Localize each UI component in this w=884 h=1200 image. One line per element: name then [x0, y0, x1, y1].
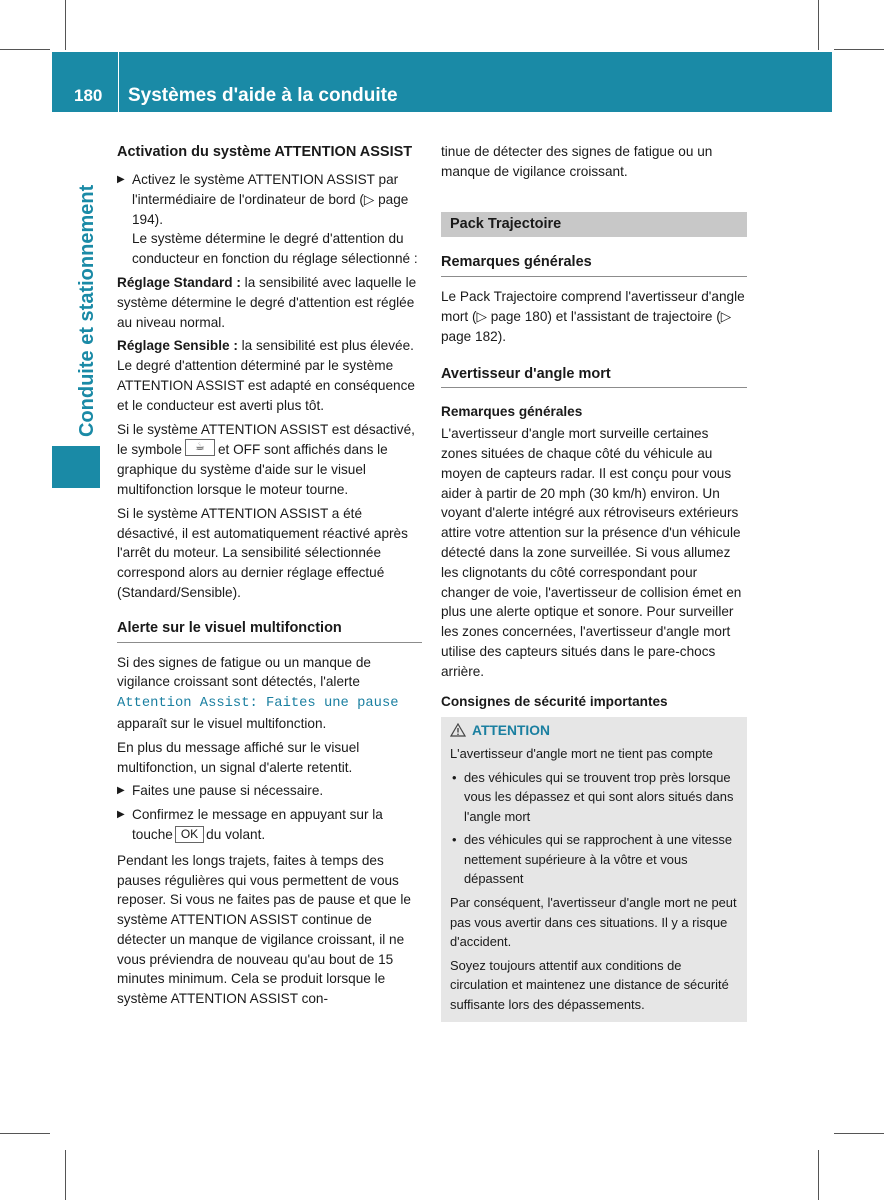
setting-text: la sensibilité avec laquelle le système détermine le degré d'attention est réglée au niveau normal. [117, 274, 417, 330]
coffee-cup-icon: ☕ [185, 439, 215, 456]
subheading: Consignes de sécurité importantes [441, 693, 668, 709]
paragraph [117, 420, 422, 500]
step-text: Confirmez le message en appuyant sur la touche [132, 807, 383, 842]
crop-mark [0, 1133, 50, 1134]
section-heading: Avertisseur d'angle mort [441, 365, 747, 389]
ok-key: OK [175, 826, 204, 843]
crop-mark [834, 49, 884, 50]
warning-header [450, 721, 738, 741]
setting-label: Réglage Sensible : [117, 338, 238, 354]
section-heading: Activation du système ATTENTION ASSIST [117, 144, 413, 160]
chapter-title: Systèmes d'aide à la conduite [128, 85, 398, 106]
list-item-text: des véhicules qui se rapprochent à une vitesse nettement supérieure à la vôtre et vous dépassent [464, 832, 733, 887]
step-detail: Le système détermine le degré d'attention du conducteur en fonction du réglage sélectionné : [132, 231, 418, 267]
step-arrow-icon: ▶ [117, 174, 125, 185]
text: apparaît sur le visuel multifonction. [117, 715, 327, 731]
crop-mark [0, 49, 50, 50]
step-text: Faites une pause si nécessaire. [132, 783, 324, 799]
warning-title: ATTENTION [472, 723, 550, 739]
warning-box [441, 717, 747, 1021]
setting-text: la sensibilité est plus élevée. Le degré d'attention déterminé par le système ATTENTION ASSIST est adapté en conséquence et le conducteur est averti plus tôt. [117, 338, 415, 413]
step-text: du volant. [206, 826, 266, 842]
warning-text: L'avertisseur d'angle mort ne tient pas compte [450, 745, 713, 761]
side-tab-marker [52, 446, 100, 488]
side-tab-label: Conduite et stationnement [76, 184, 98, 437]
crop-mark [834, 1133, 884, 1134]
instruction-step [117, 781, 422, 801]
bullet-icon: • [452, 769, 457, 785]
warning-text: Par conséquent, l'avertisseur d'angle mort ne peut pas vous avertir dans ces situations. Il y a risque d'accident. [450, 895, 737, 950]
section-banner: Pack Trajectoire [441, 212, 747, 238]
section-heading: Remarques générales [441, 253, 747, 277]
paragraph: L'avertisseur d'angle mort surveille certaines zones situées de chaque côté du véhicule au moyen de capteurs radar. Il est conçu pour vous aider à partir de 20 mph (30 km/h) environ. Un voyant d'alerte intégré aux rétroviseurs extérieurs attire votre attention sur la présence d'un véhicule détecté dans la zone surveillée. Si vous allumez les clignotants du côté correspondant pour changer de voie, l'avertisseur de collision émet en plus une alerte optique et sonore. Pour surveiller les zones concernées, l'avertisseur d'angle mort utilise des capteurs situés dans le pare-chocs arrière. [441, 426, 742, 679]
header-divider [118, 52, 119, 112]
paragraph: Pendant les longs trajets, faites à temps des pauses régulières qui vous permettent de vous reposer. Si vous ne faites pas de pause et que le système ATTENTION ASSIST continue de détecter un manque de vigilance croissant, il ne vous préviendra de nouveau qu'au bout de 15 minutes minimum. Cela se produit lorsque le système ATTENTION ASSIST con- [117, 852, 411, 1007]
paragraph: Le Pack Trajectoire comprend l'avertisseur d'angle mort (▷ page 180) et l'assistant de trajectoire (▷ page 182). [441, 289, 745, 344]
paragraph: Si le système ATTENTION ASSIST a été désactivé, il est automatiquement réactivé après l'arrêt du moteur. La sensibilité sélectionnée correspond alors au dernier réglage effectué (Standard/Sensible). [117, 505, 408, 600]
warning-text: Soyez toujours attentif aux conditions de circulation et maintenez une distance de sécurité suffisante lors des dépassements. [450, 957, 729, 1013]
step-arrow-icon: ▶ [117, 785, 125, 797]
instruction-step [117, 170, 422, 269]
step-text: Activez le système ATTENTION ASSIST par l'intermédiaire de l'ordinateur de bord (▷ page 194). [132, 172, 409, 227]
paragraph [117, 336, 422, 415]
paragraph: En plus du message affiché sur le visuel multifonction, un signal d'alerte retentit. [117, 739, 360, 775]
text: Si des signes de fatigue ou un manque de vigilance croissant sont détectés, l'alerte [117, 654, 371, 690]
setting-label: Réglage Standard : [117, 274, 241, 290]
bullet-icon: • [452, 832, 457, 848]
text: et OFF sont affichés dans le graphique du système d'aide sur le visuel multifonction lorsque le moteur tourne. [117, 442, 388, 497]
paragraph: tinue de détecter des signes de fatigue ou un manque de vigilance croissant. [441, 144, 713, 179]
step-arrow-icon: ▶ [117, 809, 125, 821]
paragraph [117, 273, 422, 332]
warning-triangle-icon [450, 723, 466, 737]
crop-mark [65, 1150, 66, 1200]
crop-mark [818, 0, 819, 50]
right-column [441, 142, 747, 1022]
list-item [450, 830, 738, 889]
subheading: Remarques générales [441, 404, 583, 420]
display-message: Attention Assist: Faites une pause [117, 696, 399, 712]
list-item [450, 768, 738, 827]
paragraph [117, 653, 422, 734]
page-number: 180 [74, 86, 103, 105]
instruction-step [117, 805, 422, 845]
left-column [117, 142, 422, 1013]
crop-mark [818, 1150, 819, 1200]
text: Si le système ATTENTION ASSIST est désactivé, le symbole [117, 421, 415, 458]
section-heading: Alerte sur le visuel multifonction [117, 619, 422, 643]
list-item-text: des véhicules qui se trouvent trop près lorsque vous les dépassez et qui sont alors situés dans l'angle mort [464, 769, 734, 824]
crop-mark [65, 0, 66, 50]
